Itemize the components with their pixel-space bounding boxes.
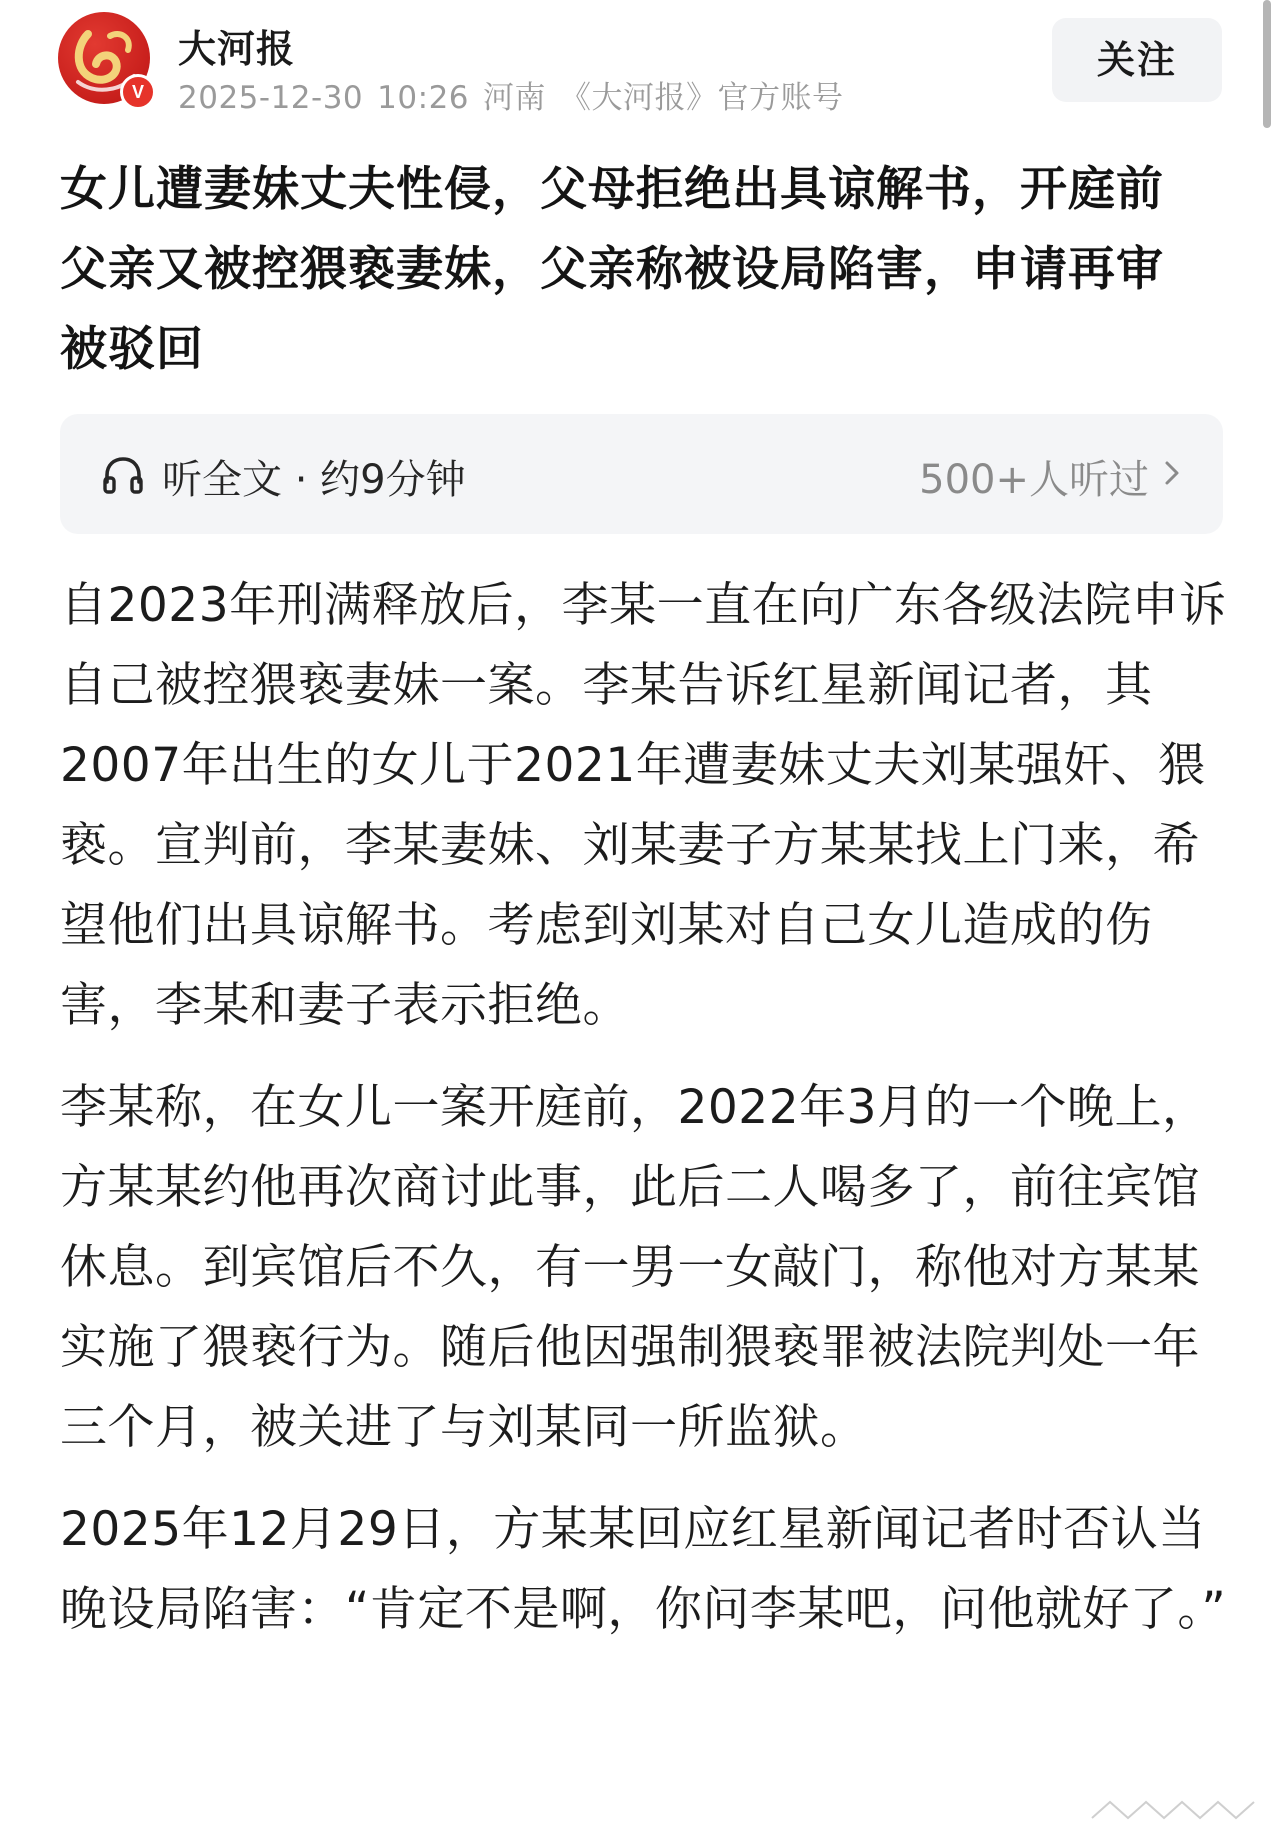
post-date: 2025-12-30 [178,80,364,116]
paragraph-1: 自2023年刑满释放后，李某一直在向广东各级法院申诉自己被控猥亵妻妹一案。李某告诉红星新闻记者，其2007年出生的女儿于2021年遭妻妹丈夫刘某强奸、猥亵。宣判前，李某妻妹、刘某妻子方某某找上门来，希望他们出具谅解书。考虑到刘某对自己女儿造成的伤害，李某和妻子表示拒绝。 [60,578,1227,1033]
listen-count: 500+人听过 [919,457,1149,503]
headphone-icon [102,454,144,496]
article-title: 女儿遭妻妹丈夫性侵，父母拒绝出具谅解书，开庭前父亲又被控猥亵妻妹，父亲称被设局陷害，申请再审被驳回 [60,162,1164,377]
chevron-right-icon [1163,460,1181,486]
listen-label: 听全文 · 约9分钟 [162,457,466,503]
account-name[interactable]: 大河报 [178,27,296,71]
verified-badge-icon: V [120,74,156,110]
article-body [60,566,1230,1672]
post-time: 10:26 [377,80,470,116]
post-location: 河南 [483,80,547,116]
paragraph-3: 2025年12月29日，方某某回应红星新闻记者时否认当晚设局陷害：“肯定不是啊，你问李某吧，问他就好了。” [60,1502,1227,1637]
avatar[interactable] [58,10,154,106]
follow-button[interactable]: 关注 [1052,18,1222,102]
watermark-decoration-icon [1090,1796,1260,1826]
article-header [58,10,1223,116]
scrollbar-thumb[interactable] [1263,0,1271,128]
listen-full-text-bar[interactable] [60,414,1223,534]
account-description: 《大河报》官方账号 [560,80,844,116]
post-meta [178,72,858,117]
paragraph-2: 李某称，在女儿一案开庭前，2022年3月的一个晚上，方某某约他再次商讨此事，此后二人喝多了，前往宾馆休息。到宾馆后不久，有一男一女敲门，称他对方某某实施了猥亵行为。随后他因强制猥亵罪被法院判处一年三个月，被关进了与刘某同一所监狱。 [60,1080,1210,1455]
